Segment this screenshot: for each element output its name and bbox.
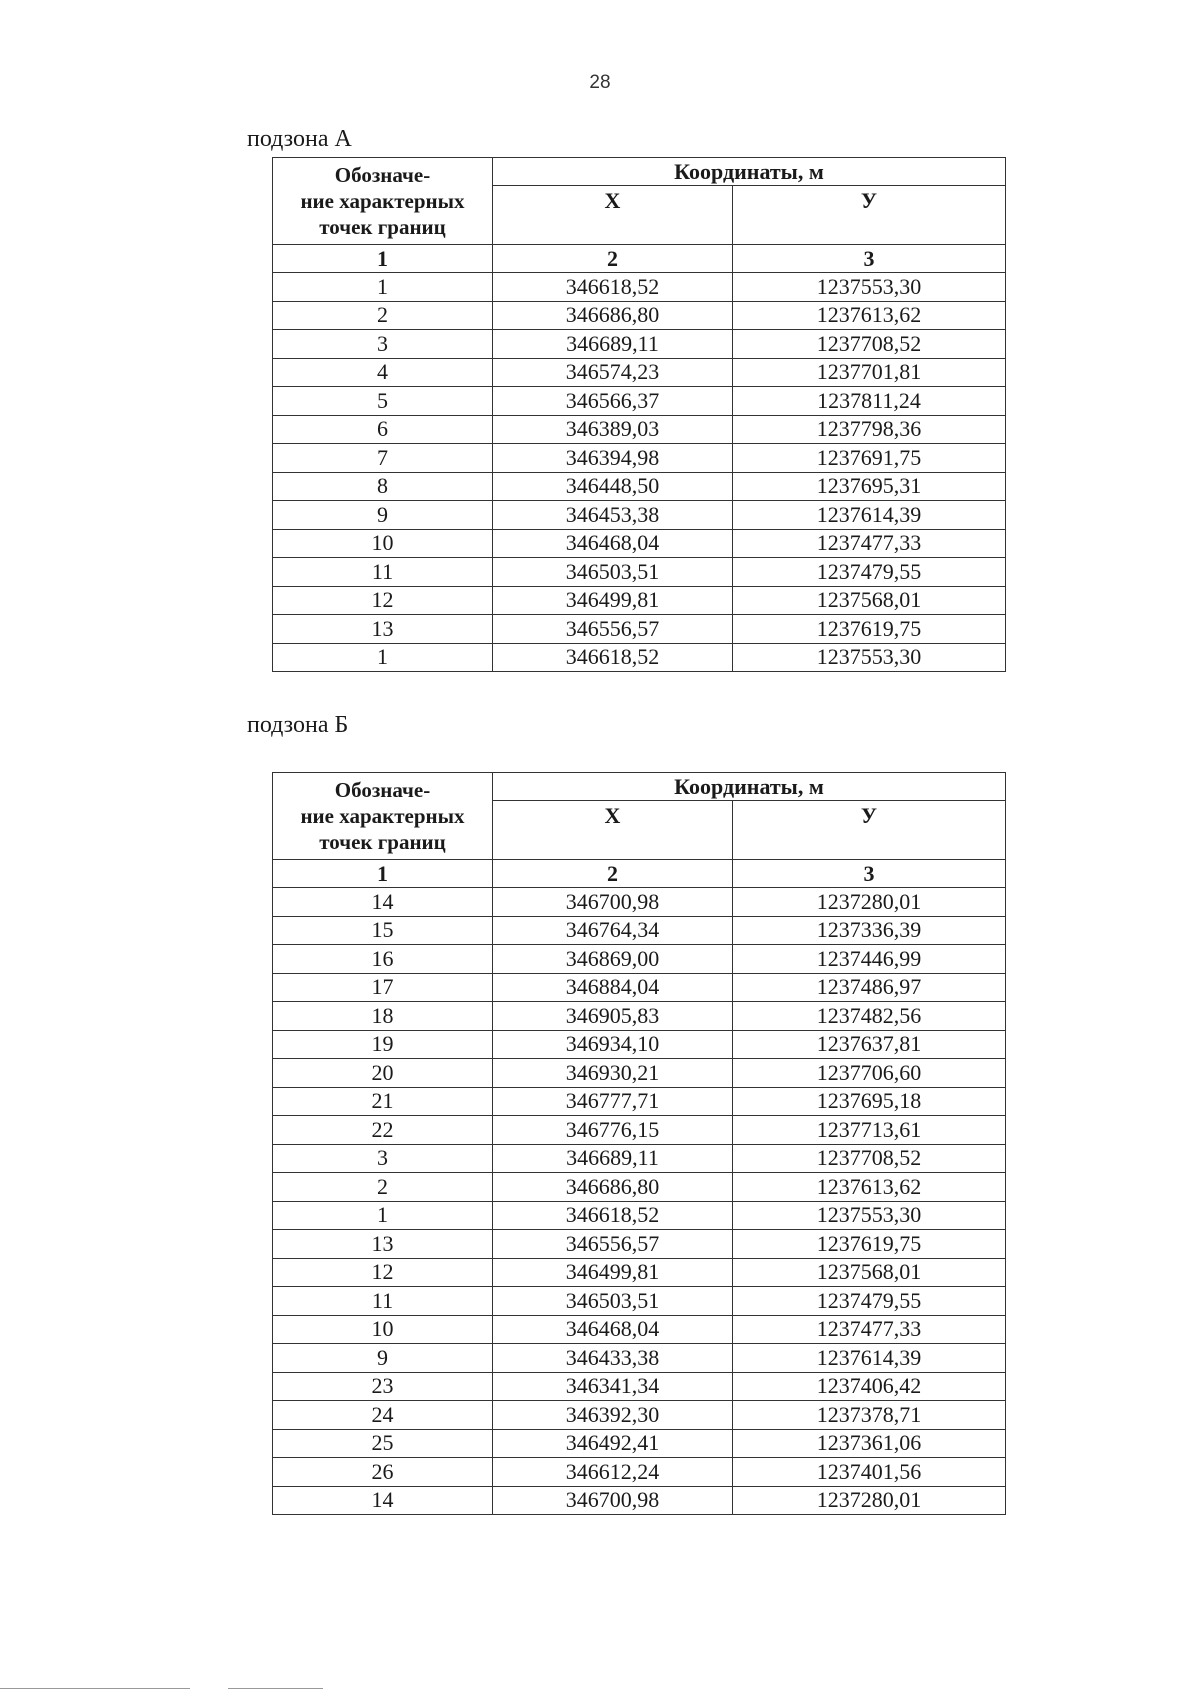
point-number: 10 bbox=[273, 1315, 493, 1344]
y-header: У bbox=[733, 801, 1006, 860]
table-row bbox=[273, 615, 1006, 644]
footer-rule bbox=[0, 1688, 190, 1689]
table-row bbox=[273, 1087, 1006, 1116]
x-coordinate: 346574,23 bbox=[493, 358, 733, 387]
y-coordinate: 1237706,60 bbox=[733, 1059, 1006, 1088]
table-row bbox=[273, 330, 1006, 359]
point-number: 8 bbox=[273, 472, 493, 501]
x-coordinate: 346930,21 bbox=[493, 1059, 733, 1088]
y-coordinate: 1237614,39 bbox=[733, 501, 1006, 530]
table-row bbox=[273, 643, 1006, 672]
zone-b-table-body bbox=[273, 773, 1006, 1515]
y-coordinate: 1237691,75 bbox=[733, 444, 1006, 473]
column-number: 1 bbox=[273, 860, 493, 888]
y-coordinate: 1237708,52 bbox=[733, 1144, 1006, 1173]
x-coordinate: 346612,24 bbox=[493, 1458, 733, 1487]
table-row bbox=[273, 1287, 1006, 1316]
point-number: 19 bbox=[273, 1030, 493, 1059]
header-row bbox=[273, 773, 1006, 801]
table-row bbox=[273, 301, 1006, 330]
table-row bbox=[273, 888, 1006, 917]
point-number: 24 bbox=[273, 1401, 493, 1430]
y-coordinate: 1237613,62 bbox=[733, 301, 1006, 330]
x-coordinate: 346341,34 bbox=[493, 1372, 733, 1401]
x-coordinate: 346392,30 bbox=[493, 1401, 733, 1430]
table-row bbox=[273, 1429, 1006, 1458]
table-row bbox=[273, 945, 1006, 974]
x-coordinate: 346618,52 bbox=[493, 643, 733, 672]
table-row bbox=[273, 916, 1006, 945]
point-number: 6 bbox=[273, 415, 493, 444]
x-coordinate: 346448,50 bbox=[493, 472, 733, 501]
x-coordinate: 346700,98 bbox=[493, 888, 733, 917]
point-number: 9 bbox=[273, 1344, 493, 1373]
table-row bbox=[273, 273, 1006, 302]
x-coordinate: 346884,04 bbox=[493, 973, 733, 1002]
column-number: 1 bbox=[273, 245, 493, 273]
point-number: 20 bbox=[273, 1059, 493, 1088]
point-number: 16 bbox=[273, 945, 493, 974]
y-coordinate: 1237613,62 bbox=[733, 1173, 1006, 1202]
column-number: 3 bbox=[733, 860, 1006, 888]
x-coordinate: 346776,15 bbox=[493, 1116, 733, 1145]
coordinates-header: Координаты, м bbox=[493, 773, 1006, 801]
table-row bbox=[273, 1315, 1006, 1344]
point-number: 11 bbox=[273, 558, 493, 587]
y-coordinate: 1237798,36 bbox=[733, 415, 1006, 444]
x-coordinate: 346618,52 bbox=[493, 1201, 733, 1230]
x-coordinate: 346503,51 bbox=[493, 1287, 733, 1316]
y-coordinate: 1237280,01 bbox=[733, 888, 1006, 917]
x-coordinate: 346689,11 bbox=[493, 330, 733, 359]
y-coordinate: 1237619,75 bbox=[733, 1230, 1006, 1259]
y-coordinate: 1237479,55 bbox=[733, 1287, 1006, 1316]
y-coordinate: 1237378,71 bbox=[733, 1401, 1006, 1430]
coordinates-header: Координаты, м bbox=[493, 158, 1006, 186]
y-coordinate: 1237568,01 bbox=[733, 586, 1006, 615]
x-coordinate: 346566,37 bbox=[493, 387, 733, 416]
table-row bbox=[273, 387, 1006, 416]
x-coordinate: 346499,81 bbox=[493, 586, 733, 615]
column-number: 2 bbox=[493, 245, 733, 273]
y-coordinate: 1237695,18 bbox=[733, 1087, 1006, 1116]
y-coordinate: 1237280,01 bbox=[733, 1486, 1006, 1515]
table-row bbox=[273, 501, 1006, 530]
designation-line: Обозначе- bbox=[334, 778, 431, 802]
designation-line: точек границ bbox=[319, 215, 446, 239]
column-number-row bbox=[273, 245, 1006, 273]
table-row bbox=[273, 529, 1006, 558]
x-coordinate: 346433,38 bbox=[493, 1344, 733, 1373]
x-coordinate: 346869,00 bbox=[493, 945, 733, 974]
table-row bbox=[273, 1344, 1006, 1373]
point-number: 21 bbox=[273, 1087, 493, 1116]
point-number: 3 bbox=[273, 330, 493, 359]
point-number: 17 bbox=[273, 973, 493, 1002]
y-coordinate: 1237553,30 bbox=[733, 643, 1006, 672]
point-number: 7 bbox=[273, 444, 493, 473]
x-coordinate: 346686,80 bbox=[493, 301, 733, 330]
table-row bbox=[273, 973, 1006, 1002]
y-coordinate: 1237479,55 bbox=[733, 558, 1006, 587]
y-coordinate: 1237553,30 bbox=[733, 273, 1006, 302]
table-row bbox=[273, 1116, 1006, 1145]
x-coordinate: 346686,80 bbox=[493, 1173, 733, 1202]
point-number: 15 bbox=[273, 916, 493, 945]
designation-line: точек границ bbox=[319, 830, 446, 854]
y-coordinate: 1237811,24 bbox=[733, 387, 1006, 416]
x-header: Х bbox=[493, 186, 733, 245]
table-row bbox=[273, 1372, 1006, 1401]
table-row bbox=[273, 1201, 1006, 1230]
table-row bbox=[273, 1401, 1006, 1430]
point-number: 1 bbox=[273, 643, 493, 672]
point-number: 25 bbox=[273, 1429, 493, 1458]
y-coordinate: 1237401,56 bbox=[733, 1458, 1006, 1487]
x-coordinate: 346453,38 bbox=[493, 501, 733, 530]
y-coordinate: 1237482,56 bbox=[733, 1002, 1006, 1031]
point-number: 18 bbox=[273, 1002, 493, 1031]
y-coordinate: 1237614,39 bbox=[733, 1344, 1006, 1373]
table-row bbox=[273, 1144, 1006, 1173]
x-coordinate: 346905,83 bbox=[493, 1002, 733, 1031]
point-number: 13 bbox=[273, 615, 493, 644]
table-row bbox=[273, 358, 1006, 387]
table-row bbox=[273, 1458, 1006, 1487]
y-coordinate: 1237568,01 bbox=[733, 1258, 1006, 1287]
x-coordinate: 346934,10 bbox=[493, 1030, 733, 1059]
x-coordinate: 346764,34 bbox=[493, 916, 733, 945]
designation-line: Обозначе- bbox=[334, 163, 431, 187]
point-number: 5 bbox=[273, 387, 493, 416]
point-number: 22 bbox=[273, 1116, 493, 1145]
zone-b-label: подзона Б bbox=[247, 712, 349, 738]
table-row bbox=[273, 1258, 1006, 1287]
column-number: 3 bbox=[733, 245, 1006, 273]
x-coordinate: 346499,81 bbox=[493, 1258, 733, 1287]
footer-rule bbox=[228, 1688, 323, 1689]
y-coordinate: 1237701,81 bbox=[733, 358, 1006, 387]
table-row bbox=[273, 1486, 1006, 1515]
y-coordinate: 1237336,39 bbox=[733, 916, 1006, 945]
y-coordinate: 1237713,61 bbox=[733, 1116, 1006, 1145]
x-header: Х bbox=[493, 801, 733, 860]
x-coordinate: 346689,11 bbox=[493, 1144, 733, 1173]
y-coordinate: 1237553,30 bbox=[733, 1201, 1006, 1230]
y-coordinate: 1237695,31 bbox=[733, 472, 1006, 501]
point-number: 1 bbox=[273, 1201, 493, 1230]
designation-line: ние характерных bbox=[300, 804, 465, 828]
designation-header bbox=[273, 158, 493, 245]
page-number: 28 bbox=[589, 72, 611, 93]
point-number: 13 bbox=[273, 1230, 493, 1259]
y-coordinate: 1237708,52 bbox=[733, 330, 1006, 359]
x-coordinate: 346777,71 bbox=[493, 1087, 733, 1116]
point-number: 23 bbox=[273, 1372, 493, 1401]
x-coordinate: 346468,04 bbox=[493, 1315, 733, 1344]
x-coordinate: 346492,41 bbox=[493, 1429, 733, 1458]
x-coordinate: 346556,57 bbox=[493, 1230, 733, 1259]
designation-header bbox=[273, 773, 493, 860]
point-number: 11 bbox=[273, 1287, 493, 1316]
column-number-row bbox=[273, 860, 1006, 888]
y-coordinate: 1237406,42 bbox=[733, 1372, 1006, 1401]
x-coordinate: 346389,03 bbox=[493, 415, 733, 444]
header-row bbox=[273, 158, 1006, 186]
y-coordinate: 1237477,33 bbox=[733, 529, 1006, 558]
point-number: 9 bbox=[273, 501, 493, 530]
x-coordinate: 346618,52 bbox=[493, 273, 733, 302]
point-number: 10 bbox=[273, 529, 493, 558]
table-row bbox=[273, 472, 1006, 501]
table-row bbox=[273, 444, 1006, 473]
point-number: 3 bbox=[273, 1144, 493, 1173]
point-number: 26 bbox=[273, 1458, 493, 1487]
table-row bbox=[273, 1230, 1006, 1259]
table-row bbox=[273, 1030, 1006, 1059]
zone-b-coordinates-table bbox=[272, 772, 1006, 1515]
x-coordinate: 346503,51 bbox=[493, 558, 733, 587]
table-row bbox=[273, 558, 1006, 587]
designation-line: ние характерных bbox=[300, 189, 465, 213]
y-header: У bbox=[733, 186, 1006, 245]
zone-a-coordinates-table bbox=[272, 157, 1006, 672]
table-row bbox=[273, 1059, 1006, 1088]
y-coordinate: 1237477,33 bbox=[733, 1315, 1006, 1344]
column-number: 2 bbox=[493, 860, 733, 888]
x-coordinate: 346556,57 bbox=[493, 615, 733, 644]
table-row bbox=[273, 415, 1006, 444]
table-row bbox=[273, 1173, 1006, 1202]
y-coordinate: 1237637,81 bbox=[733, 1030, 1006, 1059]
point-number: 1 bbox=[273, 273, 493, 302]
y-coordinate: 1237486,97 bbox=[733, 973, 1006, 1002]
x-coordinate: 346700,98 bbox=[493, 1486, 733, 1515]
zone-a-table-body bbox=[273, 158, 1006, 672]
point-number: 14 bbox=[273, 1486, 493, 1515]
zone-a-label: подзона А bbox=[247, 126, 352, 152]
point-number: 12 bbox=[273, 1258, 493, 1287]
y-coordinate: 1237361,06 bbox=[733, 1429, 1006, 1458]
point-number: 14 bbox=[273, 888, 493, 917]
y-coordinate: 1237446,99 bbox=[733, 945, 1006, 974]
point-number: 2 bbox=[273, 1173, 493, 1202]
point-number: 2 bbox=[273, 301, 493, 330]
point-number: 12 bbox=[273, 586, 493, 615]
x-coordinate: 346394,98 bbox=[493, 444, 733, 473]
table-row bbox=[273, 1002, 1006, 1031]
y-coordinate: 1237619,75 bbox=[733, 615, 1006, 644]
x-coordinate: 346468,04 bbox=[493, 529, 733, 558]
table-row bbox=[273, 586, 1006, 615]
point-number: 4 bbox=[273, 358, 493, 387]
